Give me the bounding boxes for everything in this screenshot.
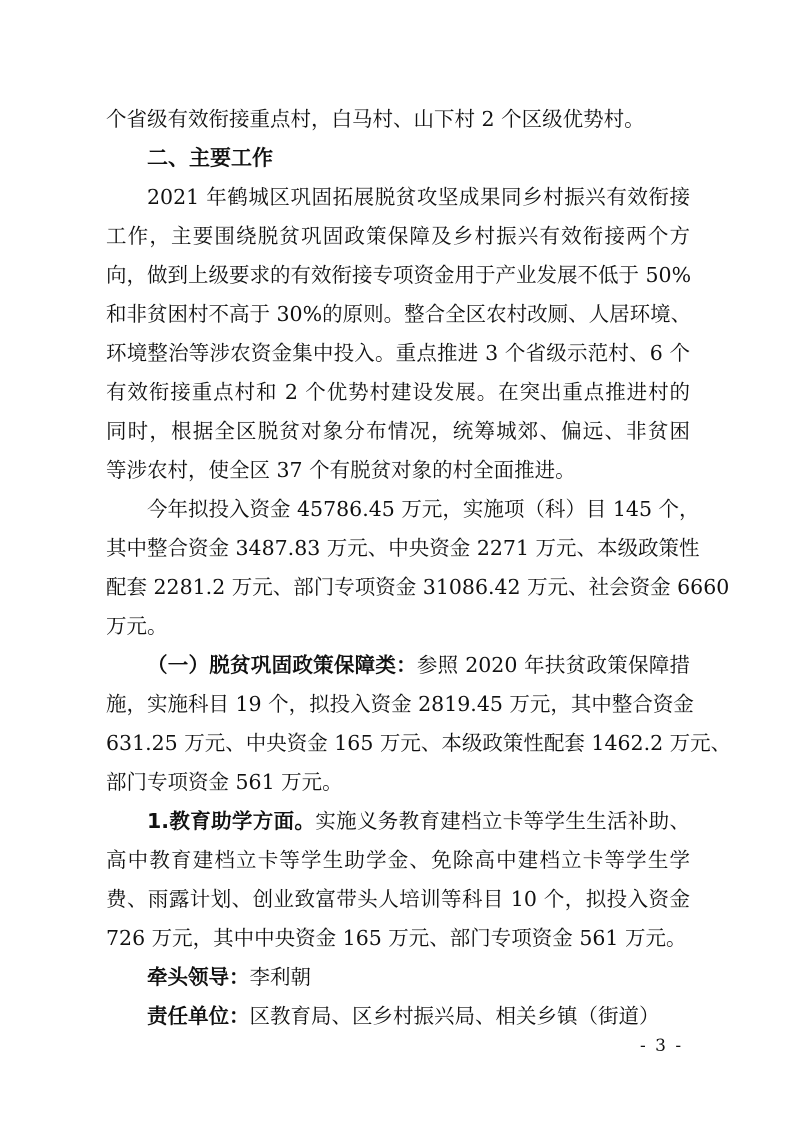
lead-leader-line (147, 962, 690, 992)
item-text: 实施义务教育建档立卡等学生生活补助、 (315, 809, 691, 833)
paragraph-line: 2021 年鹤城区巩固拓展脱贫攻坚成果同乡村振兴有效衔接 (147, 185, 690, 209)
lead-leader-label: 牵头领导： (147, 965, 250, 989)
paragraph-line: 其中整合资金 3487.83 万元、中央资金 2271 万元、本级政策性 (106, 536, 700, 560)
paragraph-line: 631.25 万元、中央资金 165 万元、本级政策性配套 1462.2 万元、 (106, 731, 732, 755)
subsection-title: （一）脱贫巩固政策保障类： (147, 653, 417, 677)
paragraph-line: 同时，根据全区脱贫对象分布情况，统筹城郊、偏远、非贫困 (106, 419, 690, 443)
paragraph-line: 今年拟投入资金 45786.45 万元，实施项（科）目 145 个， (147, 497, 700, 521)
paragraph-line: 施，实施科目 19 个，拟投入资金 2819.45 万元，其中整合资金 (106, 692, 694, 716)
item-title: 1.教育助学方面。 (147, 809, 316, 833)
page-number: - 3 - (640, 1036, 684, 1056)
item-line (147, 806, 690, 836)
paragraph-line: 有效衔接重点村和 2 个优势村建设发展。在突出重点推进村的 (106, 380, 690, 404)
paragraph-line: 费、雨露计划、创业致富带头人培训等科目 10 个，拟投入资金 (106, 887, 690, 911)
paragraph-line: 工作，主要围绕脱贫巩固政策保障及乡村振兴有效衔接两个方 (106, 224, 690, 248)
paragraph-line: 环境整治等涉农资金集中投入。重点推进 3 个省级示范村、6 个 (106, 341, 690, 365)
section-heading: 二、主要工作 (147, 146, 273, 170)
paragraph-line: 等涉农村，使全区 37 个有脱贫对象的村全面推进。 (106, 458, 576, 482)
paragraph-line: 个省级有效衔接重点村，白马村、山下村 2 个区级优势村。 (106, 107, 645, 131)
paragraph-line: 部门专项资金 561 万元。 (106, 770, 343, 794)
subsection-text: 参照 2020 年扶贫政策保障措 (416, 653, 691, 677)
responsible-unit-line (147, 1001, 690, 1031)
responsible-unit-label: 责任单位： (147, 1004, 250, 1028)
paragraph-line: 726 万元，其中中央资金 165 万元、部门专项资金 561 万元。 (106, 926, 687, 950)
paragraph-line: 配套 2281.2 万元、部门专项资金 31086.42 万元、社会资金 6660 (106, 575, 730, 599)
paragraph-line: 高中教育建档立卡等学生助学金、免除高中建档立卡等学生学 (106, 848, 690, 872)
lead-leader-value: 李利朝 (249, 965, 311, 989)
responsible-unit-value: 区教育局、区乡村振兴局、相关乡镇（街道） (249, 1004, 660, 1028)
paragraph-line: 和非贫困村不高于 30%的原则。整合全区农村改厕、人居环境、 (106, 302, 692, 326)
paragraph-line: 万元。 (106, 614, 168, 638)
paragraph-line: 向，做到上级要求的有效衔接专项资金用于产业发展不低于 50% (106, 263, 692, 287)
subsection-line (147, 650, 690, 680)
